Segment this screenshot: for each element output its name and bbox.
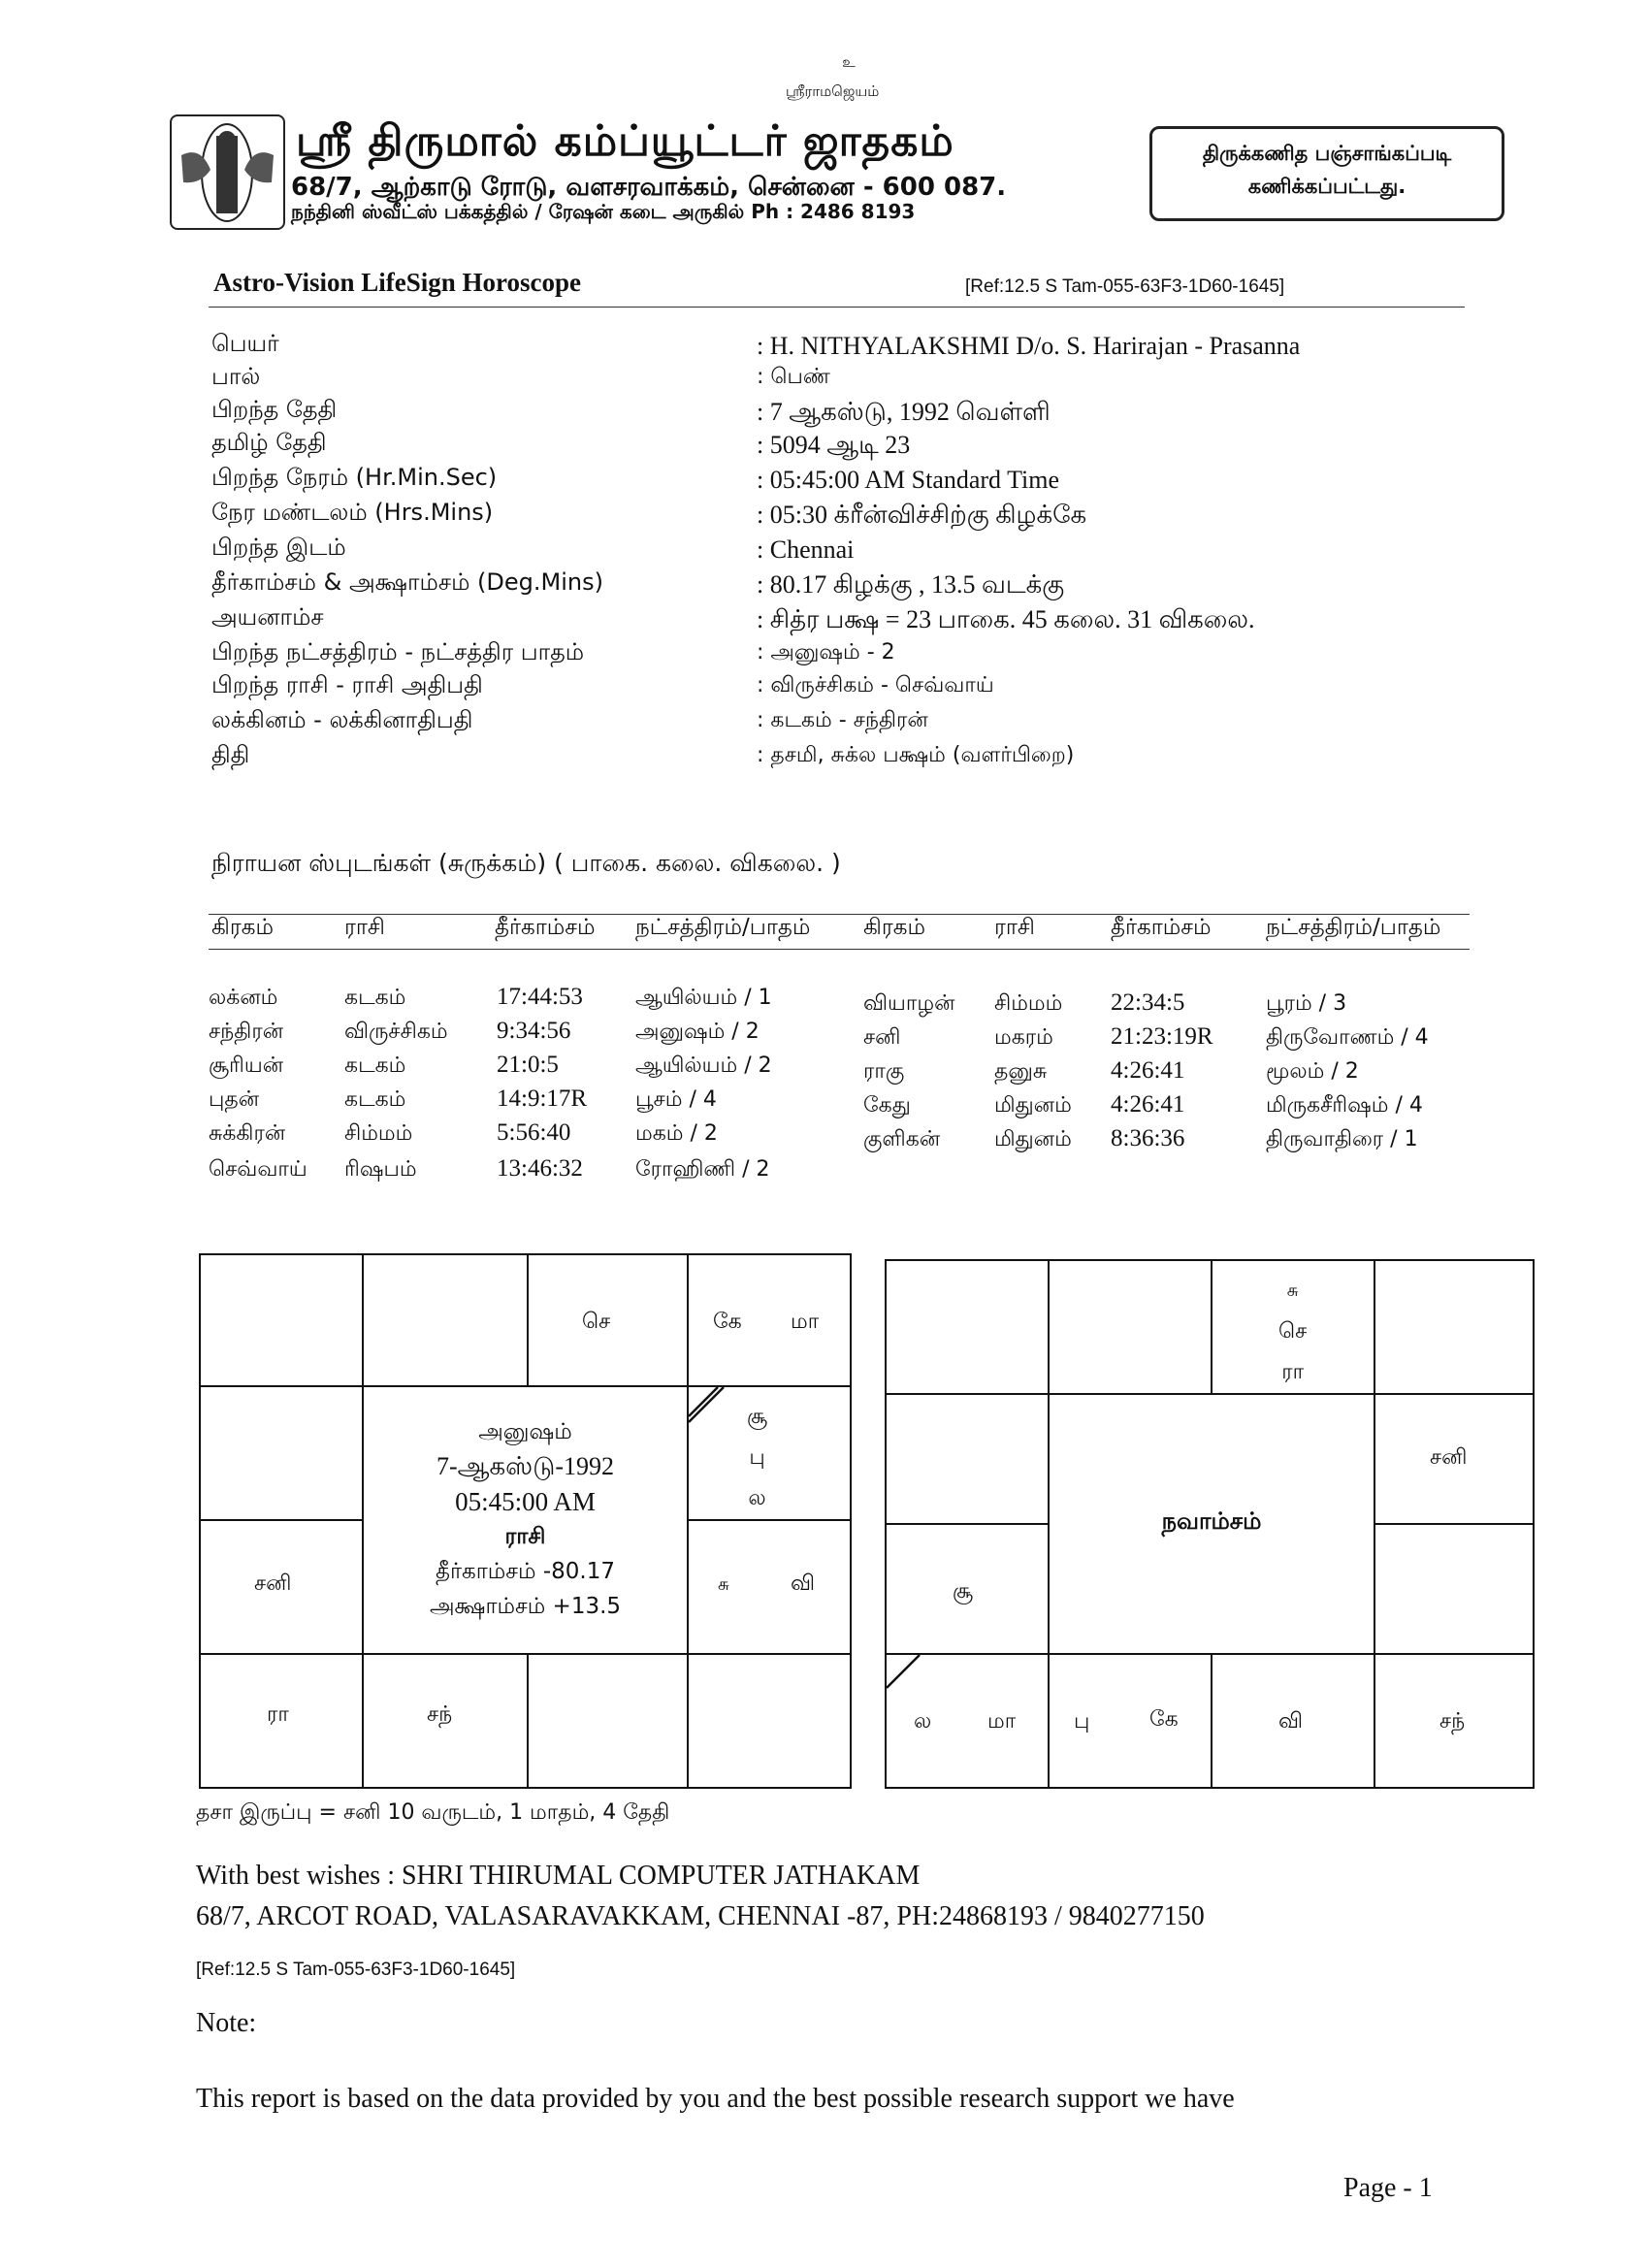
table-cell: 9:34:56 [497,1018,571,1044]
navamsa-house [1048,1259,1212,1395]
navamsa-planet: மா [987,1709,1017,1733]
detail-value: : சித்ர பக்ஷ = 23 பாகை. 45 கலை. 31 விகலை. [757,605,1255,633]
table-cell: சுக்கிரன் [209,1121,286,1146]
report-disclaimer: This report is based on the data provided by you and the best possible research support we have [196,2084,1235,2114]
detail-value: : கடகம் - சந்திரன் [757,708,928,732]
rasi-house [687,1653,852,1789]
navamsa-house [1374,1523,1535,1655]
rasi-house [199,1253,364,1387]
lagna-marker-icon [687,1385,726,1424]
table-cell: ரிஷபம் [344,1157,417,1182]
positions-title: நிராயன ஸ்புடங்கள் (சுருக்கம்) ( பாகை. கலை. விகலை. ) [211,849,841,877]
table-cell: 5:56:40 [497,1119,571,1146]
top-mark: உ [842,53,856,71]
table-cell: விருச்சிகம் [344,1020,448,1044]
dasa-balance: தசா இருப்பு = சனி 10 வருடம், 1 மாதம், 4 தேதி [196,1800,670,1825]
table-cell: குளிகன் [863,1127,941,1151]
report-ref: [Ref:12.5 S Tam-055-63F3-1D60-1645] [965,276,1285,297]
detail-label: பிறந்த நட்சத்திரம் - நட்சத்திர பாதம் [211,638,585,665]
rasi-house [527,1653,689,1789]
page-number: Page - 1 [1343,2173,1433,2203]
rasi-center-text [362,1414,689,1624]
footer-ref: [Ref:12.5 S Tam-055-63F3-1D60-1645] [196,1960,516,1980]
detail-value: : 05:45:00 AM Standard Time [757,466,1060,494]
rasi-planet: சூ [747,1405,768,1429]
title-rule [209,307,1465,308]
table-cell: சனி [863,1025,901,1050]
calculation-stamp [1149,126,1504,221]
detail-value: : 5094 ஆடி 23 [757,431,911,459]
table-cell: புதன் [209,1087,260,1112]
brand-address-2: நந்தினி ஸ்வீட்ஸ் பக்கத்தில் / ரேஷன் கடை அருகில் Ph : 2486 8193 [291,200,916,223]
table-cell: திருவோணம் / 4 [1266,1025,1429,1050]
top-line: ஸ்ரீராமஜெயம் [786,82,880,100]
rasi-planet: செ [582,1310,611,1334]
col-header: நட்சத்திரம்/பாதம் [635,915,811,940]
detail-value: : தசமி, சுக்ல பக்ஷம் (வளர்பிறை) [757,743,1075,767]
detail-label: தமிழ் தேதி [211,429,327,456]
table-cell: 21:0:5 [497,1052,559,1078]
navamsa-planet-stack [1278,1271,1307,1393]
table-cell: மூலம் / 2 [1266,1059,1359,1084]
brand-address-1: 68/7, ஆற்காடு ரோடு, வளசரவாக்கம், சென்னை - 600 087. [291,173,1007,202]
rasi-planet: பு [749,1445,765,1470]
table-cell: தனுசு [994,1059,1048,1084]
detail-label: லக்கினம் - லக்கினாதிபதி [211,706,473,733]
rasi-planet: சந் [427,1702,453,1727]
navamsa-planet: சந் [1439,1709,1466,1733]
detail-label: பிறந்த இடம் [211,534,346,561]
table-cell: செவ்வாய் [209,1157,307,1182]
table-cell: சிம்மம் [994,991,1063,1016]
navamsa-planet: சு [1286,1280,1299,1301]
table-header-rule [209,949,1470,950]
rasi-planet: ரா [267,1702,289,1727]
rasi-label: ராசி [504,1524,546,1549]
rasi-planet-stack [747,1397,767,1519]
navamsa-planet: சூ [953,1579,974,1604]
logo-frame [170,114,285,230]
navamsa-planet: ல [914,1709,932,1733]
rasi-planet: ல [748,1486,766,1510]
col-header: கிரகம் [863,915,925,940]
detail-value: : 7 ஆகஸ்டு, 1992 வெள்ளி [757,398,1051,426]
lagna-marker-icon [885,1653,923,1692]
stamp-line-2: கணிக்கப்பட்டது. [1247,175,1406,198]
note-label: Note: [196,2008,257,2038]
table-cell: கேது [863,1093,911,1118]
col-header: தீர்காம்சம் [495,915,596,940]
deity-logo-icon [172,116,283,228]
col-header: ராசி [344,915,385,940]
detail-label: பால் [211,363,261,390]
col-header: கிரகம் [211,915,274,940]
detail-value: : H. NITHYALAKSHMI D/o. S. Harirajan - Prasanna [757,332,1301,360]
table-cell: மகம் / 2 [635,1121,718,1146]
rasi-time: 05:45:00 AM [455,1487,596,1516]
table-cell: 13:46:32 [497,1155,583,1182]
table-cell: சூரியன் [209,1053,284,1078]
rasi-planet: சு [718,1574,729,1595]
rasi-planet: கே [713,1310,742,1334]
detail-label: நேர மண்டலம் (Hrs.Mins) [211,499,494,526]
table-cell: 14:9:17R [497,1085,588,1112]
rasi-star: அனுஷம் [478,1419,572,1444]
table-cell: 8:36:36 [1111,1125,1185,1151]
detail-label: அயனாம்ச [211,603,324,631]
detail-label: பிறந்த ராசி - ராசி அதிபதி [211,671,483,698]
table-cell: 17:44:53 [497,984,583,1010]
table-cell: சிம்மம் [344,1121,413,1146]
table-cell: திருவாதிரை / 1 [1266,1127,1418,1151]
navamsa-title: நவாம்சம் [1161,1507,1262,1535]
table-cell: 22:34:5 [1111,989,1185,1016]
table-cell: ஆயில்யம் / 1 [635,986,772,1010]
detail-value: : அனுஷம் - 2 [757,640,895,664]
navamsa-house [885,1259,1050,1395]
rasi-date: 7-ஆகஸ்டு-1992 [436,1452,614,1480]
detail-value: : 80.17 கிழக்கு , 13.5 வடக்கு [757,570,1065,599]
table-cell: பூரம் / 3 [1266,991,1347,1016]
detail-value: : விருச்சிகம் - செவ்வாய் [757,673,994,697]
table-top-rule [209,914,1470,915]
table-cell: மகரம் [994,1025,1053,1050]
detail-label: திதி [211,741,250,768]
navamsa-planet: பு [1074,1709,1090,1733]
table-cell: வியாழன் [863,991,955,1016]
table-cell: மிதுனம் [994,1093,1072,1118]
table-cell: ராகு [863,1059,905,1084]
table-cell: சந்திரன் [209,1020,284,1044]
stamp-line-1: திருக்கணித பஞ்சாங்கப்படி [1202,142,1452,165]
rasi-planet: வி [791,1571,816,1596]
report-title: Astro-Vision LifeSign Horoscope [213,268,582,297]
detail-value: : Chennai [757,535,855,564]
col-header: ராசி [994,915,1035,940]
rasi-house [687,1253,852,1387]
table-cell: 4:26:41 [1111,1091,1185,1118]
navamsa-house [1374,1259,1535,1395]
detail-label: தீர்காம்சம் & அக்ஷாம்சம் (Deg.Mins) [211,568,603,596]
table-cell: ரோஹிணி / 2 [635,1157,770,1182]
navamsa-house [1048,1653,1212,1789]
rasi-house [687,1519,852,1655]
detail-value: : 05:30 க்ரீன்விச்சிற்கு கிழக்கே [757,501,1087,529]
navamsa-house [885,1393,1050,1525]
rasi-latitude: அக்ஷாம்சம் +13.5 [429,1594,622,1619]
footer-wishes: With best wishes : SHRI THIRUMAL COMPUTER JATHAKAM [196,1861,921,1891]
footer-address: 68/7, ARCOT ROAD, VALASARAVAKKAM, CHENNAI -87, PH:24868193 / 9840277150 [196,1901,1205,1931]
col-header: தீர்காம்சம் [1111,915,1212,940]
table-cell: 4:26:41 [1111,1057,1185,1084]
table-cell: கடகம் [344,1087,406,1112]
table-cell: கடகம் [344,1053,406,1078]
table-cell: மிதுனம் [994,1127,1072,1151]
brand-title: ஸ்ரீ திருமால் கம்ப்யூட்டர் ஜாதகம் [296,116,954,166]
navamsa-planet: கே [1149,1707,1179,1732]
table-cell: கடகம் [344,986,406,1010]
navamsa-planet: ரா [1281,1360,1305,1384]
table-cell: பூசம் / 4 [635,1087,717,1112]
navamsa-planet: வி [1278,1709,1304,1733]
rasi-planet: சனி [254,1571,292,1596]
detail-label: பிறந்த நேரம் (Hr.Min.Sec) [211,464,498,491]
table-cell: லக்னம் [209,986,278,1010]
detail-value: : பெண் [757,365,830,389]
navamsa-planet: சனி [1430,1445,1468,1470]
table-cell: அனுஷம் / 2 [635,1020,760,1044]
rasi-house [199,1385,364,1521]
detail-label: பெயர் [211,330,279,357]
rasi-house [362,1253,529,1387]
table-cell: மிருகசீரிஷம் / 4 [1266,1093,1423,1118]
table-cell: ஆயில்யம் / 2 [635,1053,772,1078]
rasi-planet: மா [791,1310,820,1334]
table-cell: 21:23:19R [1111,1023,1213,1050]
detail-label: பிறந்த தேதி [211,396,338,423]
col-header: நட்சத்திரம்/பாதம் [1266,915,1441,940]
navamsa-planet: செ [1278,1319,1308,1344]
rasi-longitude: தீர்காம்சம் -80.17 [436,1559,615,1584]
